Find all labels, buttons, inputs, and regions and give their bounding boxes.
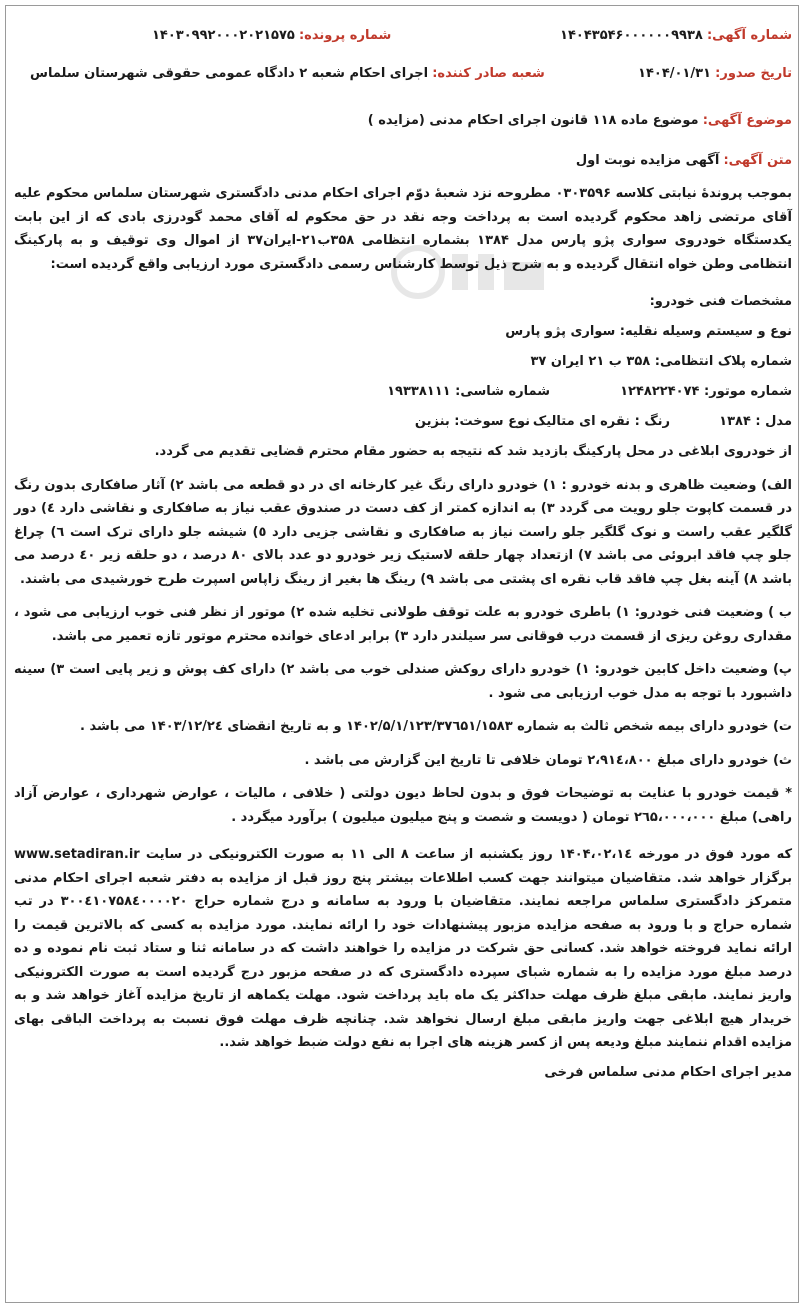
header-row-1 — [14, 28, 792, 66]
issuer-label: شعبه صادر کننده: — [432, 66, 545, 81]
fines-paragraph: ث) خودرو دارای مبلغ ۲،۹۱٤،۸۰۰ تومان خلافی تا تاریخ این گزارش می باشد . — [304, 752, 792, 768]
fuel-type: نوع سوخت: بنزین — [414, 414, 530, 429]
auction-rest: برگزار خواهد شد. متقاضیان میتوانند جهت کسب اطلاعات بیشتر پنج روز قبل از مزایده به دفتر شعبه اجرای احکام مدنی متمرکز دادگستری سلماس مراجعه نمایند. متقاضیان با ورود به سامانه و درج شماره حراج ۳۰۰٤۱۰۷۵۸٤۰۰۰۰۲۰ در تب شماره حراج و با ورود به صفحه مزایده مزبور پیشنهادات خود را ارائه نمایند. مورد مزایده به کسی که بالاترین قیمت را ارائه نماید فروخته خواهد شد. کسانی حق شرکت در مزایده را خواهند داشت که در سامانه ثنا و ستاد ثبت نام نموده و ده درصد مبلغ مورد مزایده را به شماره شبای سپرده دادگستری که در صفحه مزبور درج گردیده است به صورت الکترونیکی واریز نمایند. مابقی مبلغ ظرف مهلت حداکثر یک ماه باید پرداخت شود. مهلت یکماهه از تاریخ مزایده آغاز خواهد شد و به خریدار هیچ ابلاغی جهت واریز مابقی مبلغ ارسال نخواهد شد. چنانچه ظرف مهلت فوق نسبت به پرداخت الباقی بهای مزایده اقدام ننمایند مبلغ ودیعه پس از کسر هزینه های اجرا به نفع دولت ضبط خواهد شد.. — [14, 870, 792, 1050]
plate-number: شماره پلاک انتظامی: ۳۵۸ ب ۲۱ ایران ۳۷ — [530, 354, 792, 369]
body-title-row — [14, 150, 792, 172]
chassis-number: شماره شاسی: ۱۹۳۳۸۱۱۱ — [387, 384, 550, 399]
auction-start: که مورد فوق در مورخه ۱۴۰۴،۰۲،۱٤ روز یکشنبه از ساعت ۸ الی ۱۱ به صورت الکترونیکی در سایت — [145, 847, 793, 862]
model-year: مدل : ۱۳۸۴ — [719, 414, 792, 429]
engine-chassis-row — [14, 380, 792, 404]
subject-value: موضوع ماده ۱۱۸ قانون اجرای احکام مدنی (مزایده ) — [367, 113, 699, 128]
case-number-label: شماره پرونده: — [298, 28, 392, 43]
ad-number-value: ۱۴۰۴۳۵۴۶۰۰۰۰۰۰۹۹۳۸ — [560, 28, 703, 43]
price-paragraph: * قیمت خودرو با عنایت به توضیحات فوق و بدون لحاظ دیون دولتی ( خلافی ، مالیات ، عوارض شهرداری ، عوارض آزاد راهی) مبلغ ۲٦۵،۰۰۰،۰۰۰ تومان ( دویست و شصت و پنج میلیون میلیون ) برآورد میگردد . — [14, 786, 792, 825]
intro-paragraph: بموجب پروندهٔ نیابتی کلاسه ۰۳۰۳۵۹۶ مطروحه نزد شعبهٔ دوّم اجرای احکام مدنی دادگستری شهرستان سلماس محکوم علیه آقای مرتضی زاهد محکوم گردیده است به پرداخت وجه نقد در حق محکوم له آقای محمد گودرزی بادی که از این بابت یکدستگاه خودروی سواری پژو پارس مدل ۱۳۸۴ بشماره انتظامی ۳۵۸ب۲۱-ایران۳۷ از اموال وی توقیف و به پارکینگ انتظامی وطن خواه انتقال گردیده و به شرح ذیل توسط کارشناس رسمی دادگستری مورد ارزیابی واقع گردیده است: — [14, 186, 793, 272]
vehicle-type: نوع و سیستم وسیله نقلیه: سواری پژو پارس — [505, 324, 792, 339]
announcement-document — [14, 28, 792, 1080]
body-title-value: آگهی مزایده نوبت اول — [575, 153, 720, 168]
issuer — [30, 66, 545, 81]
issue-date-label: تاریخ صدور: — [715, 66, 792, 81]
technical-condition: ب ) وضعیت فنی خودرو: ۱) باطری خودرو به علت توقف طولانی تخلیه شده ۲) موتور از نظر فنی خوب ارزیابی می شود ، مقداری روغن ریزی از قسمت درب فوقانی سر سیلندر دارد ۳) برابر ادعای خوانده محترم موتور تازه تعمیر می باشد. — [14, 605, 792, 644]
ad-number-label: شماره آگهی: — [706, 28, 792, 43]
cabin-condition: پ) وضعیت داخل کابین خودرو: ۱) خودرو دارای روکش صندلی خوب می باشد ۲) دارای کف پوش و زیر پایی است ۳) سینه داشبورد با توجه به مدل خوب ارزیابی می شود . — [14, 662, 793, 701]
color: رنگ : نقره ای متالیک — [532, 414, 670, 429]
body-title-label: متن آگهی: — [723, 153, 792, 168]
ad-number — [560, 28, 792, 43]
case-number-value: ۱۴۰۳۰۹۹۲۰۰۰۲۰۲۱۵۷۵ — [152, 28, 295, 43]
issue-date — [638, 66, 792, 81]
exterior-condition: الف) وضعیت ظاهری و بدنه خودرو : ۱) خودرو دارای رنگ غیر کارخانه ای در دو قطعه می باشد ۲) آثار صافکاری بدون رنگ در قسمت کاپوت جلو رویت می گردد ۳) به اندازه کمتر از کف دست در صندوق عقب نیاز به صافکاری و نقاشی دارد ٤) دور گلگیر عقب راست و نوک گلگیر جلو راست نیاز به صافکاری و نقاشی جزیی دارد ٥) شیشه جلو دارای ترک است ٦) چراغ جلو چپ فاقد ابروئی می باشد ۷) ازتعداد چهار حلقه لاستیک زیر خودرو دو عدد بالای ۸۰ درصد ، دو حلقه زیر ٤۰ درصد می باشد ۸) آینه بغل چپ فاقد قاب نقره ای پشتی می باشد ۹) رینگ ها بغیر از رینگ زاپاس اسپرت طرح خورشیدی می باشند. — [14, 477, 793, 587]
visit-paragraph: از خودروی ابلاغی در محل پارکینگ بازدید شد که نتیجه به حضور مقام محترم قضایی تقدیم می گردد. — [154, 444, 792, 459]
case-number — [152, 28, 391, 43]
auction-paragraph — [14, 843, 792, 1055]
engine-number: شماره موتور: ۱۲۴۸۲۲۴۰۷۴ — [620, 384, 792, 399]
issuer-value: اجرای احکام شعبه ۲ دادگاه عمومی حقوقی شهرستان سلماس — [30, 66, 429, 81]
model-color-fuel-row — [14, 410, 792, 434]
subject-row — [14, 110, 792, 132]
signature: مدیر اجرای احکام مدنی سلماس فرخی — [544, 1064, 792, 1080]
specs-heading: مشخصات فنی خودرو: — [649, 294, 792, 309]
subject-label: موضوع آگهی: — [702, 113, 792, 128]
header-row-2 — [14, 66, 792, 110]
issue-date-value: ۱۴۰۴/۰۱/۳۱ — [638, 66, 711, 81]
auction-site-link[interactable]: www.setadiran.ir — [14, 847, 140, 862]
insurance-paragraph: ت) خودرو دارای بیمه شخص ثالث به شماره ۱۴۰۲/۵/۱/۱۲۳/۳۷٦۵۱/۱۵۸۳ و به تاریخ انقضای ۱۴۰۳/۱۲/۲٤ می باشد . — [80, 719, 792, 734]
